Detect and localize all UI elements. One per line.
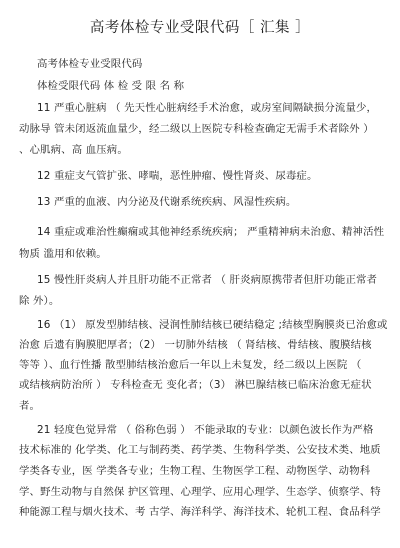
item-13-line-1: 13 严重的血液、内分泌及代谢系统疾病、风湿性疾病。 — [37, 196, 297, 208]
item-21-line-2: 技术标准的 化学类、化工与制药类、药学类、生物科学类、公安技术类、地质 — [19, 444, 381, 456]
item-14-line-1: 14 重症或难治性癫痫或其他神经系统疾病； 严重精神病未治愈、精神活性 — [37, 226, 385, 238]
item-16-line-1: 16 （1） 原发型肺结核、浸润性肺结核已硬结稳定 ;结核型胸膜炎已治愈或 — [37, 319, 388, 331]
item-16-line-2: 治愈 后遗有胸膜肥厚者；（2） 一切肺外结核 （ 肾结核、骨结核、腹膜结核 — [19, 339, 372, 351]
item-15-line-1: 15 慢性肝炎病人并且肝功能不正常者 （ 肝炎病原携带者但肝功能正常者 — [37, 274, 378, 286]
item-16-line-3: 等等 ）、血行性播 散型肺结核治愈后一年以上未复发，经二级以上医院 （ — [19, 359, 362, 371]
item-21-line-3: 学类各专业，医 学类各专业；生物工程、生物医学工程、动物医学、动物科 — [19, 465, 371, 477]
item-11-line-1: 11 严重心脏病 （ 先天性心脏病经手术治愈，或房室间隔缺损分流量少， — [37, 102, 378, 114]
item-11-line-2: 动脉导 管未闭返流血量少，经二级以上医院专科检查确定无需手术者除外 ） — [19, 123, 374, 135]
item-14-line-2: 物质 滥用和依赖。 — [19, 248, 107, 260]
item-15-line-2: 除 外）。 — [19, 295, 60, 307]
document-title: 高考体检专业受限代码［ 汇集 ］ — [89, 20, 311, 36]
item-21-line-5: 种能源工程与烟火技术、考 古学、海洋科学、海洋技术、轮机工程、食品科学 — [19, 506, 381, 518]
item-11-line-3: 、心肌病、高 血压病。 — [19, 144, 128, 156]
item-12-line-1: 12 重症支气管扩张、哮喘，恶性肿瘤、慢性肾炎、尿毒症。 — [37, 170, 318, 182]
item-16-line-4: 或结核病防治所 ） 专科检查无 变化者；（3） 淋巴腺结核已临床治愈无症状 — [19, 379, 372, 391]
item-21-line-4: 学、野生动物与自然保 护区管理、心理学、应用心理学、生态学、侦察学、特 — [19, 486, 381, 498]
column-header: 体检受限代码 体 检 受 限 名 称 — [37, 80, 185, 92]
item-16-line-5: 者。 — [19, 400, 41, 412]
section-heading: 高考体检专业受限代码 — [37, 58, 143, 70]
item-21-line-1: 21 轻度色觉异常 （ 俗称色弱 ） 不能录取的专业：以颜色波长作为严格 — [37, 424, 374, 436]
